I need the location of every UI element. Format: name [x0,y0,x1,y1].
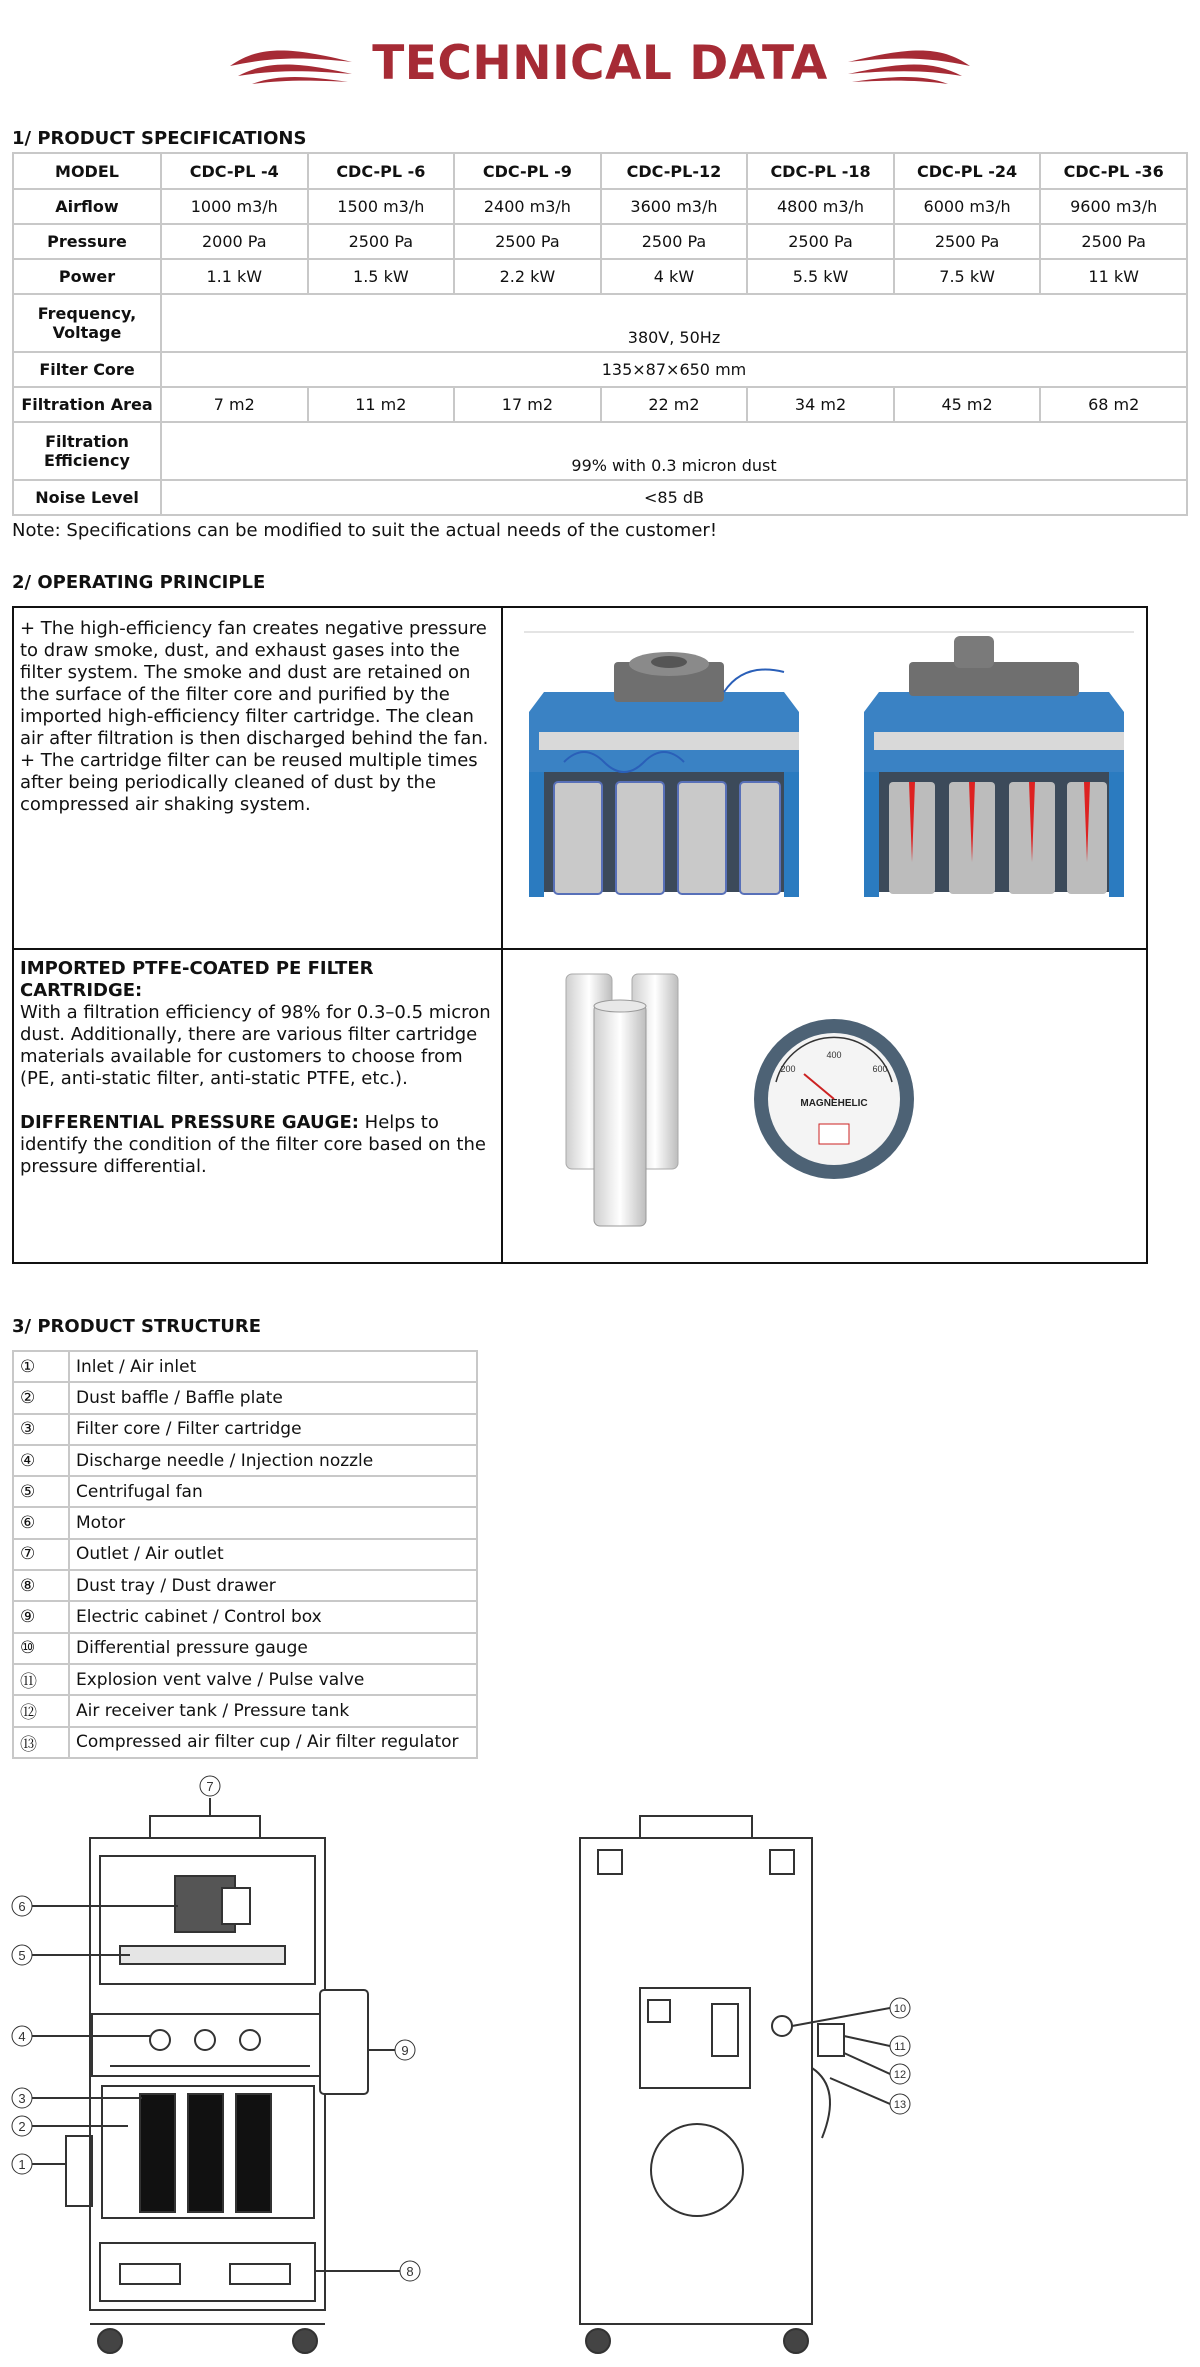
table-cell: 1500 m3/h [308,189,455,224]
table-cell: 68 m2 [1040,387,1187,422]
callout-11 [890,2036,910,2056]
table-cell: <85 dB [161,480,1187,515]
table-row-model [13,153,1187,189]
table-row [13,1539,477,1570]
item-number: ⑪ [13,1664,69,1695]
table-row [13,1476,477,1507]
item-number: ⑫ [13,1695,69,1726]
item-label: Inlet / Air inlet [69,1351,477,1382]
table-cell: 7 m2 [161,387,308,422]
item-number: ② [13,1382,69,1413]
table-cell: 11 m2 [308,387,455,422]
table-cell: 1000 m3/h [161,189,308,224]
svg-text:13: 13 [893,2099,907,2111]
row-label-line: Filtration [45,432,129,451]
principle-paragraph: + The cartridge filter can be reused multiple times after being periodically cleaned of dust by the compressed air shaking system. [20,750,478,815]
item-number: ⑥ [13,1507,69,1538]
model-header: CDC-PL -9 [454,153,601,189]
table-row [13,1382,477,1413]
table-cell: 5.5 kW [747,259,894,294]
row-label [13,294,161,352]
model-header: CDC-PL -4 [161,153,308,189]
item-number: ⑨ [13,1601,69,1632]
model-header: CDC-PL -6 [308,153,455,189]
table-cell: 135×87×650 mm [161,352,1187,387]
callout-12 [890,2064,910,2084]
table-row-noise [13,480,1187,515]
callout-5 [12,1945,32,1965]
model-header: CDC-PL-12 [601,153,748,189]
grid-divider [501,608,503,1262]
table-row [13,1445,477,1476]
table-row [13,1727,477,1758]
principle-paragraph: + The high-efficiency fan creates negative pressure to draw smoke, dust, and exhaust gases into the filter system. The smoke and dust are retained on the surface of the filter core and purified by the imported high-efficiency filter cartridge. The clean air after filtration is then discharged behind the fan. [20,618,489,749]
svg-text:11: 11 [894,2041,906,2053]
table-row [13,1414,477,1445]
callout-13 [890,2094,910,2114]
item-number: ⑦ [13,1539,69,1570]
table-row-airflow [13,189,1187,224]
svg-text:2: 2 [18,2119,26,2134]
item-number: ① [13,1351,69,1382]
svg-text:10: 10 [893,2003,907,2015]
svg-text:3: 3 [18,2091,26,2106]
grid-divider [14,948,1146,950]
row-label: Noise Level [13,480,161,515]
svg-text:5: 5 [18,1948,26,1963]
row-label: MODEL [13,153,161,189]
page-title: TECHNICAL DATA [372,36,828,91]
svg-text:1: 1 [18,2157,26,2172]
product-structure-drawing [0,1768,1200,2367]
row-label: Pressure [13,224,161,259]
table-row-filtration-area [13,387,1187,422]
section-title-specs: 1/ PRODUCT SPECIFICATIONS [12,128,307,149]
item-label: Differential pressure gauge [69,1633,477,1664]
table-cell: 2500 Pa [894,224,1041,259]
item-number: ⑧ [13,1570,69,1601]
item-label: Explosion vent valve / Pulse valve [69,1664,477,1695]
item-number: ⑬ [13,1727,69,1758]
callout-1 [12,2154,32,2174]
item-label: Electric cabinet / Control box [69,1601,477,1632]
gauge-brand: MAGNEHELIC [800,1098,868,1109]
row-label-line: Frequency, [37,304,137,323]
table-cell: 2500 Pa [1040,224,1187,259]
item-label: Air receiver tank / Pressure tank [69,1695,477,1726]
filter-cartridge-and-gauge-image [554,964,1114,1234]
callout-6 [12,1896,32,1916]
row-label-line: Voltage [52,323,122,342]
table-cell: 2500 Pa [308,224,455,259]
table-cell: 7.5 kW [894,259,1041,294]
item-label: Dust tray / Dust drawer [69,1570,477,1601]
gauge-scale-label: 400 [826,1050,842,1060]
table-cell: 1.1 kW [161,259,308,294]
row-label: Filter Core [13,352,161,387]
item-label: Centrifugal fan [69,1476,477,1507]
callout-3 [12,2088,32,2108]
table-cell: 17 m2 [454,387,601,422]
row-label [13,422,161,480]
item-label: Discharge needle / Injection nozzle [69,1445,477,1476]
table-cell: 2000 Pa [161,224,308,259]
item-label: Compressed air filter cup / Air filter regulator [69,1727,477,1758]
row-label: Airflow [13,189,161,224]
table-row [13,1664,477,1695]
table-cell: 45 m2 [894,387,1041,422]
airflow-diagram-image [524,622,1134,922]
item-label: Motor [69,1507,477,1538]
table-row-efficiency [13,422,1187,480]
principle-description [20,618,495,816]
row-label-line: Efficiency [44,451,130,470]
decorative-wave-icon [846,44,972,86]
table-cell: 380V, 50Hz [161,294,1187,352]
table-row [13,1351,477,1382]
table-cell: 2500 Pa [747,224,894,259]
table-row [13,1601,477,1632]
item-label: Filter core / Filter cartridge [69,1414,477,1445]
cartridge-description: With a filtration efficiency of 98% for 0.3–0.5 micron dust. Additionally, there are various filter cartridge materials available for customers to choose from (PE, anti-static filter, anti-static PTFE, etc.). [20,1002,491,1089]
item-number: ③ [13,1414,69,1445]
table-cell: 2500 Pa [601,224,748,259]
table-cell: 4 kW [601,259,748,294]
table-cell: 2500 Pa [454,224,601,259]
gauge-scale-label: 600 [872,1064,888,1074]
svg-text:4: 4 [18,2029,26,2044]
table-cell: 1.5 kW [308,259,455,294]
table-cell: 22 m2 [601,387,748,422]
specifications-table [12,152,1188,516]
row-label: Power [13,259,161,294]
components-description [20,958,495,1178]
table-cell: 2400 m3/h [454,189,601,224]
gauge-heading: DIFFERENTIAL PRESSURE GAUGE: [20,1112,359,1133]
table-cell: 11 kW [1040,259,1187,294]
item-number: ④ [13,1445,69,1476]
table-row-filter-core [13,352,1187,387]
section-title-structure: 3/ PRODUCT STRUCTURE [12,1316,262,1337]
model-header: CDC-PL -36 [1040,153,1187,189]
table-cell: 2.2 kW [454,259,601,294]
table-row-pressure [13,224,1187,259]
item-label: Dust baffle / Baffle plate [69,1382,477,1413]
row-label: Filtration Area [13,387,161,422]
table-row [13,1695,477,1726]
operating-principle-grid [12,606,1148,1264]
svg-text:7: 7 [206,1779,214,1794]
specifications-note: Note: Specifications can be modified to suit the actual needs of the customer! [12,520,718,541]
table-row-power [13,259,1187,294]
model-header: CDC-PL -18 [747,153,894,189]
table-row [13,1570,477,1601]
section-title-operating: 2/ OPERATING PRINCIPLE [12,572,266,593]
table-cell: 34 m2 [747,387,894,422]
item-label: Outlet / Air outlet [69,1539,477,1570]
table-cell: 6000 m3/h [894,189,1041,224]
table-cell: 99% with 0.3 micron dust [161,422,1187,480]
svg-text:8: 8 [406,2264,414,2279]
callout-4 [12,2026,32,2046]
callout-10 [890,1998,910,2018]
callout-9 [395,2040,415,2060]
svg-text:9: 9 [401,2043,409,2058]
table-cell: 4800 m3/h [747,189,894,224]
cartridge-heading: IMPORTED PTFE-COATED PE FILTER CARTRIDGE: [20,958,374,1001]
table-row-frequency [13,294,1187,352]
callout-2 [12,2116,32,2136]
callout-8 [400,2261,420,2281]
gauge-scale-label: 200 [780,1064,796,1074]
svg-text:6: 6 [18,1899,26,1914]
item-number: ⑤ [13,1476,69,1507]
callout-7 [200,1776,220,1796]
svg-text:12: 12 [893,2069,907,2081]
item-number: ⑩ [13,1633,69,1664]
structure-table [12,1350,478,1759]
gauge-description: Helps to identify the condition of the filter core based on the pressure differential. [20,1112,486,1177]
table-row [13,1507,477,1538]
model-header: CDC-PL -24 [894,153,1041,189]
table-cell: 3600 m3/h [601,189,748,224]
table-row [13,1633,477,1664]
page-header [0,30,1200,110]
table-cell: 9600 m3/h [1040,189,1187,224]
